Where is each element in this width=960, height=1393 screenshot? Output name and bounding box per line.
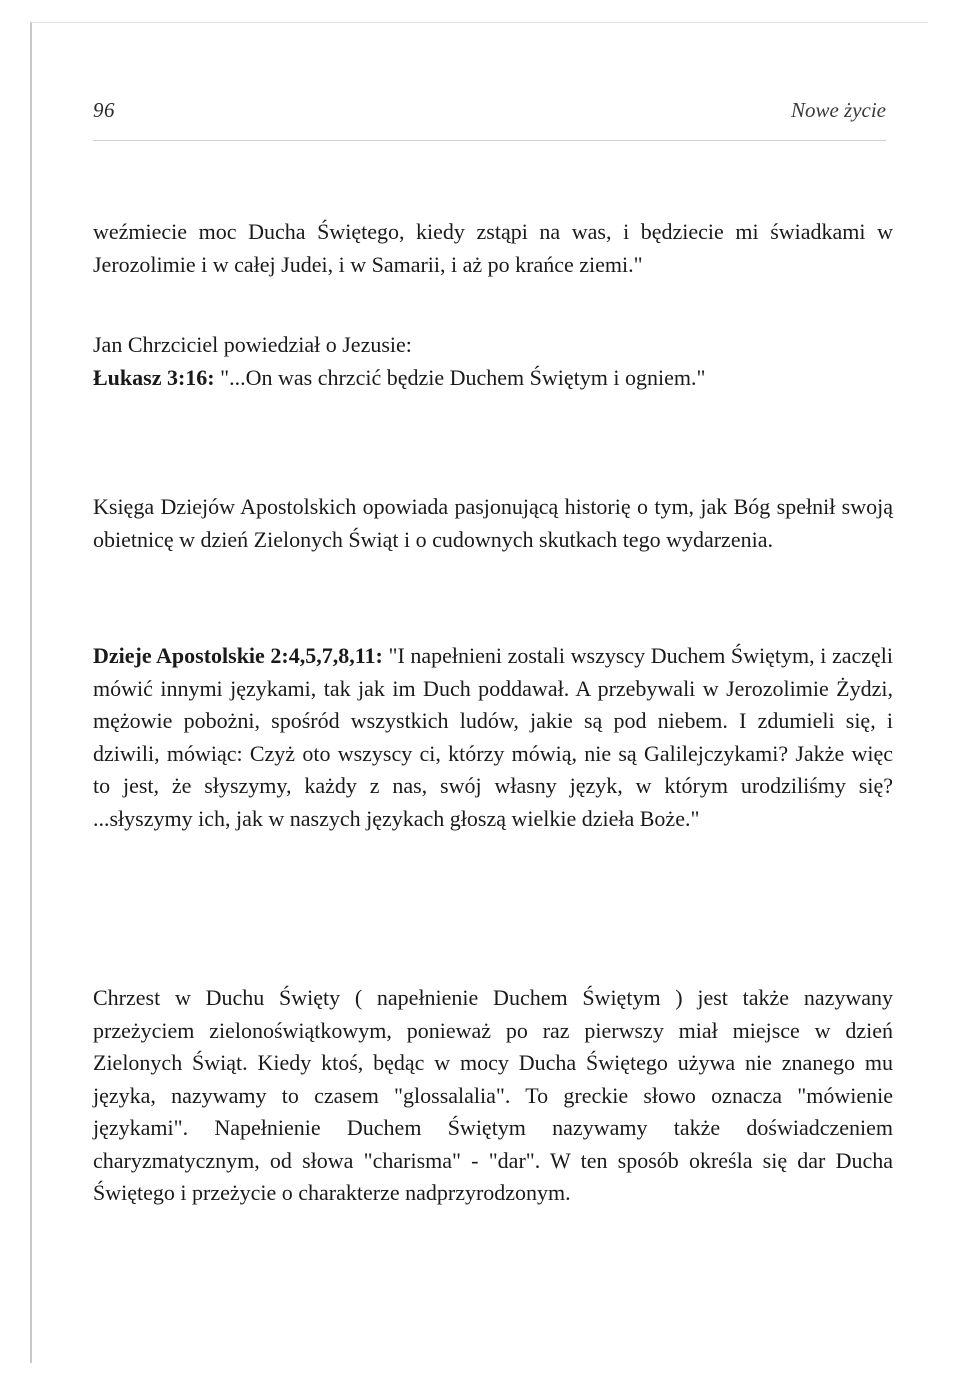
acts-quote-paragraph	[93, 640, 893, 835]
page-header	[93, 98, 886, 138]
acts-quote-text: "I napełnieni zostali wszyscy Duchem Świętym, i zaczęli mówić innymi językami, tak jak im Duch poddawał. A przebywali w Jerozolimie Żydzi, mężowie pobożni, spośród wszystkich ludów, jakie są pod niebem. I zdumieli się, i dziwili, mówiąc: Czyż oto wszyscy ci, którzy mówią, nie są Galilejczykami? Jakże więc to jest, że słyszymy, każdy z nas, swój własny język, w którym urodziliśmy się? ...słyszymy ich, jak w naszych językach głoszą wielkie dzieła Boże."	[93, 643, 893, 831]
luke-quote-text: "...On was chrzcić będzie Duchem Świętym i ogniem."	[214, 365, 706, 390]
luke-reference: Łukasz 3:16:	[93, 365, 215, 390]
baptism-paragraph: Chrzest w Duchu Święty ( napełnienie Duchem Świętym ) jest także nazywany przeżyciem zielonoświątkowym, ponieważ po raz pierwszy miał miejsce w dzień Zielonych Świąt. Kiedy ktoś, będąc w mocy Ducha Świętego używa nie znanego mu języka, nazywamy to czasem "glossalalia". To greckie słowo oznacza "mówienie językami". Napełnienie Duchem Świętym nazywamy także doświadczeniem charyzmatycznym, od słowa "charisma" - "dar". W ten sposób określa się dar Ducha Świętego i przeżycie o charakterze nadprzyrodzonym.	[93, 985, 893, 1205]
luke-quote-paragraph	[93, 362, 893, 395]
intro-line: Jan Chrzciciel powiedział o Jezusie:	[93, 332, 412, 357]
acts-summary-paragraph: Księga Dziejów Apostolskich opowiada pasjonującą historię o tym, jak Bóg spełnił swoją obietnicę w dzień Zielonych Świąt i o cudownych skutkach tego wydarzenia.	[93, 494, 893, 552]
running-title: Nowe życie	[790, 98, 886, 122]
acts-reference: Dzieje Apostolskie 2:4,5,7,8,11:	[93, 643, 383, 668]
page-number: 96	[93, 98, 115, 122]
quote-continuation-paragraph: weźmiecie moc Ducha Świętego, kiedy zstąpi na was, i będziecie mi świadkami w Jerozolimie i w całej Judei, i w Samarii, i aż po krańce ziemi."	[93, 219, 893, 277]
header-divider	[93, 140, 886, 141]
